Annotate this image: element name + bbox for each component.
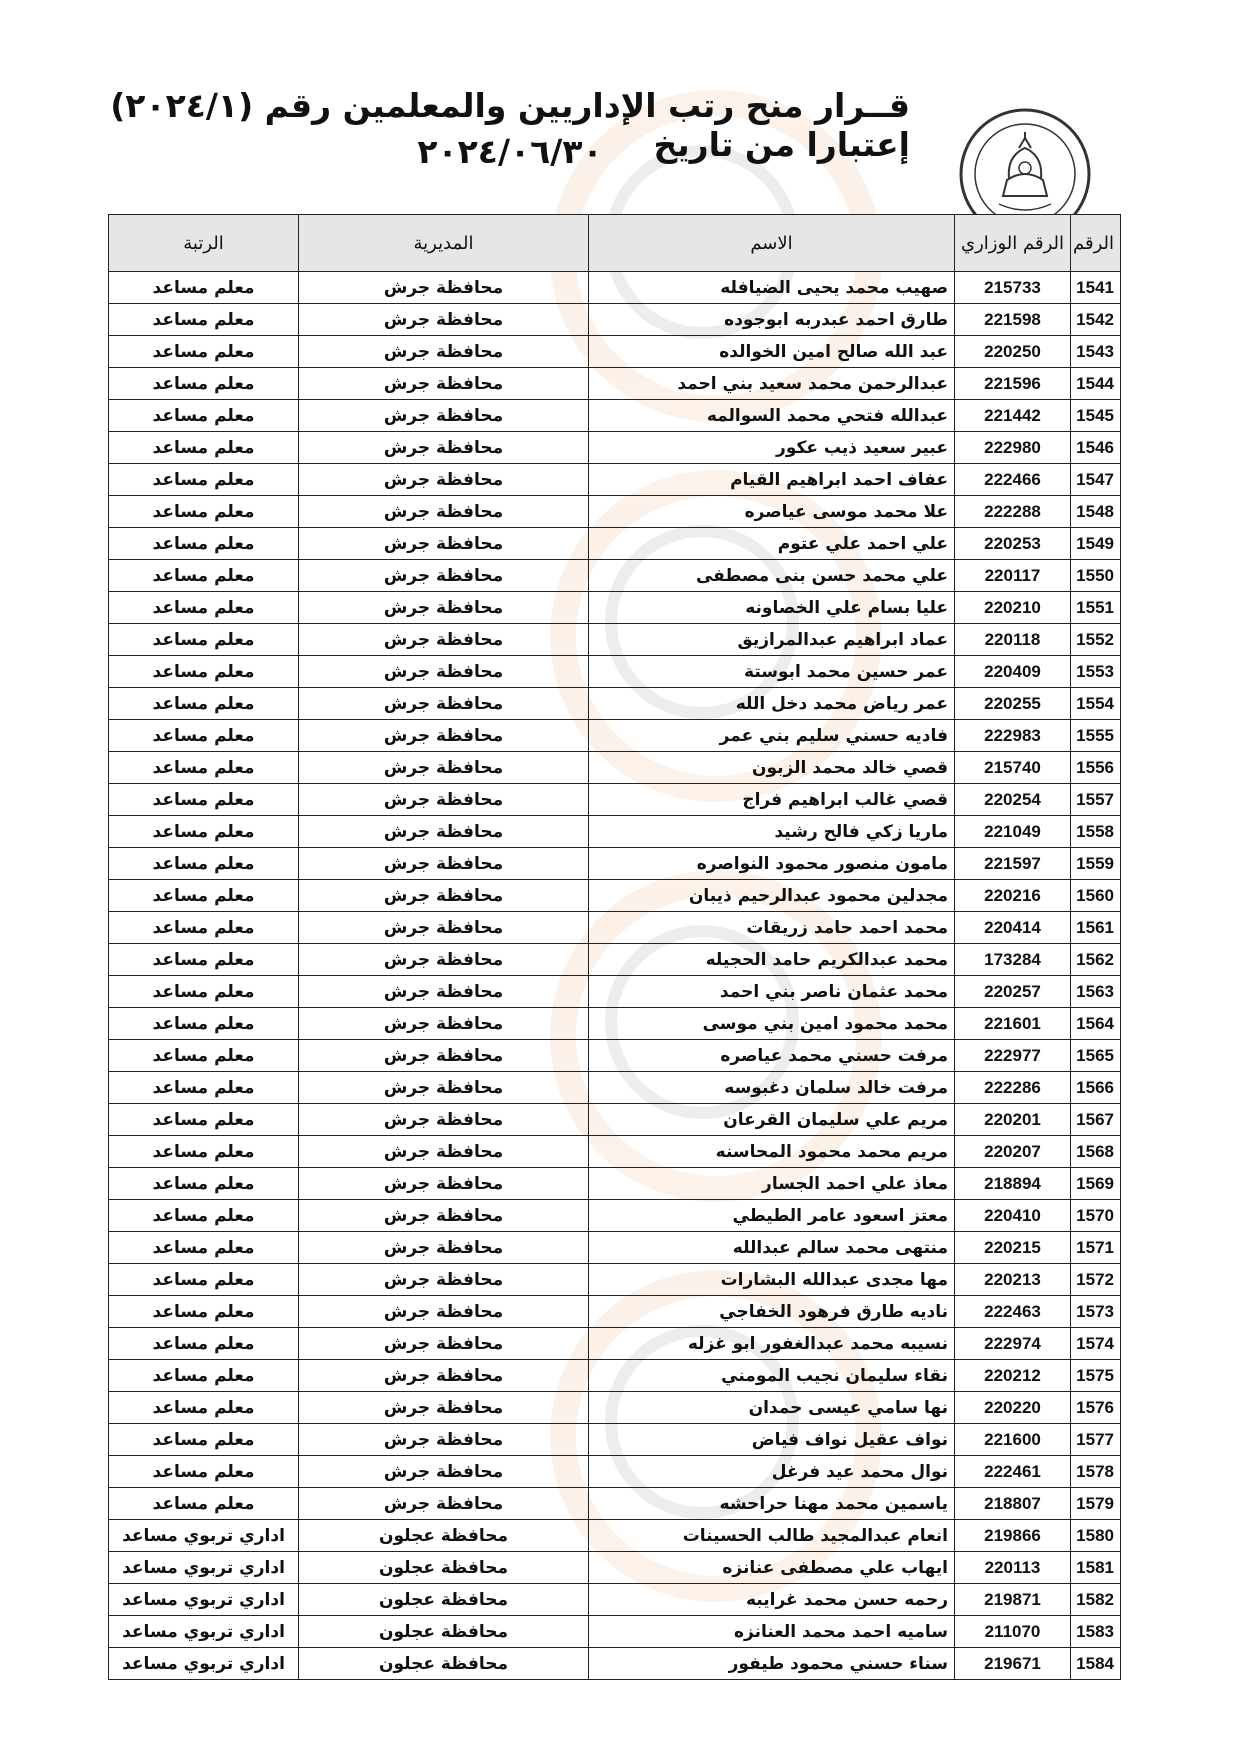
table-row bbox=[109, 1072, 1121, 1104]
ministry-id-cell: 222461 bbox=[955, 1456, 1071, 1488]
employee-name-cell: قصي خالد محمد الزبون bbox=[589, 752, 955, 784]
table-row bbox=[109, 688, 1121, 720]
table-row bbox=[109, 1296, 1121, 1328]
table-row bbox=[109, 1136, 1121, 1168]
directorate-cell: محافظة جرش bbox=[299, 720, 589, 752]
ministry-id-cell: 221596 bbox=[955, 368, 1071, 400]
directorate-cell: محافظة جرش bbox=[299, 1424, 589, 1456]
directorate-cell: محافظة جرش bbox=[299, 1136, 589, 1168]
directorate-cell: محافظة عجلون bbox=[299, 1584, 589, 1616]
rank-cell: معلم مساعد bbox=[109, 784, 299, 816]
employee-name-cell: ماريا زكي فالح رشيد bbox=[589, 816, 955, 848]
rank-cell: معلم مساعد bbox=[109, 400, 299, 432]
table-row bbox=[109, 1648, 1121, 1680]
directorate-cell: محافظة جرش bbox=[299, 656, 589, 688]
row-number-cell: 1560 bbox=[1071, 880, 1121, 912]
table-row bbox=[109, 1200, 1121, 1232]
ministry-id-cell: 215740 bbox=[955, 752, 1071, 784]
rank-cell: معلم مساعد bbox=[109, 1360, 299, 1392]
table-row bbox=[109, 1040, 1121, 1072]
rank-cell: معلم مساعد bbox=[109, 1040, 299, 1072]
directorate-cell: محافظة جرش bbox=[299, 976, 589, 1008]
employee-name-cell: مجدلين محمود عبدالرحيم ذيبان bbox=[589, 880, 955, 912]
employee-name-cell: عبدالله فتحي محمد السوالمه bbox=[589, 400, 955, 432]
table-row bbox=[109, 1520, 1121, 1552]
ministry-id-cell: 220213 bbox=[955, 1264, 1071, 1296]
rank-cell: معلم مساعد bbox=[109, 1456, 299, 1488]
employee-name-cell: معتز اسعود عامر الطيطي bbox=[589, 1200, 955, 1232]
row-number-cell: 1579 bbox=[1071, 1488, 1121, 1520]
employee-name-cell: نها سامي عيسى حمدان bbox=[589, 1392, 955, 1424]
rank-cell: معلم مساعد bbox=[109, 1200, 299, 1232]
ministry-id-cell: 173284 bbox=[955, 944, 1071, 976]
directorate-cell: محافظة جرش bbox=[299, 1072, 589, 1104]
ministry-id-cell: 220254 bbox=[955, 784, 1071, 816]
rank-cell: معلم مساعد bbox=[109, 688, 299, 720]
row-number-cell: 1548 bbox=[1071, 496, 1121, 528]
directorate-cell: محافظة جرش bbox=[299, 1328, 589, 1360]
ministry-id-cell: 221597 bbox=[955, 848, 1071, 880]
column-header-rank: الرتبة bbox=[109, 215, 299, 272]
rank-cell: معلم مساعد bbox=[109, 432, 299, 464]
ministry-id-cell: 222983 bbox=[955, 720, 1071, 752]
table-row bbox=[109, 1104, 1121, 1136]
row-number-cell: 1576 bbox=[1071, 1392, 1121, 1424]
row-number-cell: 1541 bbox=[1071, 272, 1121, 304]
rank-cell: معلم مساعد bbox=[109, 1008, 299, 1040]
row-number-cell: 1555 bbox=[1071, 720, 1121, 752]
row-number-cell: 1580 bbox=[1071, 1520, 1121, 1552]
directorate-cell: محافظة جرش bbox=[299, 272, 589, 304]
ministry-id-cell: 221600 bbox=[955, 1424, 1071, 1456]
rank-cell: معلم مساعد bbox=[109, 656, 299, 688]
table-row bbox=[109, 720, 1121, 752]
ministry-id-cell: 220410 bbox=[955, 1200, 1071, 1232]
employee-name-cell: قصي غالب ابراهيم فراج bbox=[589, 784, 955, 816]
employee-name-cell: عبدالرحمن محمد سعيد بني احمد bbox=[589, 368, 955, 400]
ministry-id-cell: 218807 bbox=[955, 1488, 1071, 1520]
table-row bbox=[109, 1488, 1121, 1520]
ministry-id-cell: 222974 bbox=[955, 1328, 1071, 1360]
row-number-cell: 1571 bbox=[1071, 1232, 1121, 1264]
rank-cell: معلم مساعد bbox=[109, 1136, 299, 1168]
ministry-id-cell: 215733 bbox=[955, 272, 1071, 304]
row-number-cell: 1562 bbox=[1071, 944, 1121, 976]
employee-name-cell: طارق احمد عبدربه ابوجوده bbox=[589, 304, 955, 336]
directorate-cell: محافظة جرش bbox=[299, 1456, 589, 1488]
rank-cell: اداري تربوي مساعد bbox=[109, 1584, 299, 1616]
employee-name-cell: مرفت حسني محمد عياصره bbox=[589, 1040, 955, 1072]
table-header-row bbox=[109, 215, 1121, 272]
table-row bbox=[109, 496, 1121, 528]
ministry-id-cell: 222286 bbox=[955, 1072, 1071, 1104]
employee-name-cell: مريم علي سليمان القرعان bbox=[589, 1104, 955, 1136]
ministry-id-cell: 220117 bbox=[955, 560, 1071, 592]
rank-cell: معلم مساعد bbox=[109, 592, 299, 624]
row-number-cell: 1553 bbox=[1071, 656, 1121, 688]
rank-cell: معلم مساعد bbox=[109, 1168, 299, 1200]
rank-cell: معلم مساعد bbox=[109, 1488, 299, 1520]
rank-cell: معلم مساعد bbox=[109, 1104, 299, 1136]
employee-name-cell: علا محمد موسى عياصره bbox=[589, 496, 955, 528]
ministry-id-cell: 220409 bbox=[955, 656, 1071, 688]
table-row bbox=[109, 1616, 1121, 1648]
row-number-cell: 1577 bbox=[1071, 1424, 1121, 1456]
row-number-cell: 1543 bbox=[1071, 336, 1121, 368]
table-row bbox=[109, 560, 1121, 592]
table-row bbox=[109, 1232, 1121, 1264]
rank-cell: اداري تربوي مساعد bbox=[109, 1616, 299, 1648]
directorate-cell: محافظة جرش bbox=[299, 688, 589, 720]
directorate-cell: محافظة جرش bbox=[299, 1360, 589, 1392]
row-number-cell: 1554 bbox=[1071, 688, 1121, 720]
rank-cell: اداري تربوي مساعد bbox=[109, 1552, 299, 1584]
decision-title: قــرار منح رتب الإداريين والمعلمين رقم (٢٠٢٤/١) إعتبارا من تاريخ bbox=[110, 86, 910, 164]
employee-name-cell: ساميه احمد محمد العنانزه bbox=[589, 1616, 955, 1648]
table-row bbox=[109, 784, 1121, 816]
table-row bbox=[109, 912, 1121, 944]
row-number-cell: 1544 bbox=[1071, 368, 1121, 400]
table-body bbox=[109, 272, 1121, 1680]
directorate-cell: محافظة جرش bbox=[299, 912, 589, 944]
directorate-cell: محافظة جرش bbox=[299, 528, 589, 560]
directorate-cell: محافظة جرش bbox=[299, 816, 589, 848]
table-row bbox=[109, 272, 1121, 304]
table-row bbox=[109, 1392, 1121, 1424]
ministry-id-cell: 220207 bbox=[955, 1136, 1071, 1168]
rank-cell: معلم مساعد bbox=[109, 912, 299, 944]
rank-cell: اداري تربوي مساعد bbox=[109, 1648, 299, 1680]
directorate-cell: محافظة جرش bbox=[299, 944, 589, 976]
employee-name-cell: عليا بسام علي الخصاونه bbox=[589, 592, 955, 624]
employee-name-cell: ناديه طارق فرهود الخفاجي bbox=[589, 1296, 955, 1328]
ministry-id-cell: 222977 bbox=[955, 1040, 1071, 1072]
employee-name-cell: محمد عثمان ناصر بني احمد bbox=[589, 976, 955, 1008]
rank-cell: معلم مساعد bbox=[109, 816, 299, 848]
rank-cell: معلم مساعد bbox=[109, 720, 299, 752]
ministry-id-cell: 221049 bbox=[955, 816, 1071, 848]
row-number-cell: 1551 bbox=[1071, 592, 1121, 624]
row-number-cell: 1565 bbox=[1071, 1040, 1121, 1072]
directorate-cell: محافظة جرش bbox=[299, 848, 589, 880]
employee-name-cell: عمر رياض محمد دخل الله bbox=[589, 688, 955, 720]
row-number-cell: 1567 bbox=[1071, 1104, 1121, 1136]
employee-name-cell: نسيبه محمد عبدالغفور ابو غزله bbox=[589, 1328, 955, 1360]
ministry-id-cell: 220215 bbox=[955, 1232, 1071, 1264]
directorate-cell: محافظة جرش bbox=[299, 1264, 589, 1296]
rank-cell: معلم مساعد bbox=[109, 1072, 299, 1104]
directorate-cell: محافظة عجلون bbox=[299, 1520, 589, 1552]
table-row bbox=[109, 432, 1121, 464]
employee-name-cell: نواف عقيل نواف فياض bbox=[589, 1424, 955, 1456]
rank-cell: معلم مساعد bbox=[109, 336, 299, 368]
rank-cell: معلم مساعد bbox=[109, 1424, 299, 1456]
employee-name-cell: نوال محمد عيد فرغل bbox=[589, 1456, 955, 1488]
table-row bbox=[109, 880, 1121, 912]
table-row bbox=[109, 1328, 1121, 1360]
column-header-directorate: المديرية bbox=[299, 215, 589, 272]
rank-cell: معلم مساعد bbox=[109, 1232, 299, 1264]
row-number-cell: 1574 bbox=[1071, 1328, 1121, 1360]
employee-name-cell: سناء حسني محمود طيفور bbox=[589, 1648, 955, 1680]
directorate-cell: محافظة جرش bbox=[299, 1232, 589, 1264]
directorate-cell: محافظة جرش bbox=[299, 752, 589, 784]
rank-cell: معلم مساعد bbox=[109, 1264, 299, 1296]
employee-name-cell: محمد احمد حامد زريقات bbox=[589, 912, 955, 944]
employee-name-cell: محمد عبدالكريم حامد الحجيله bbox=[589, 944, 955, 976]
directorate-cell: محافظة جرش bbox=[299, 1040, 589, 1072]
rank-cell: معلم مساعد bbox=[109, 304, 299, 336]
rank-cell: معلم مساعد bbox=[109, 624, 299, 656]
table-row bbox=[109, 304, 1121, 336]
row-number-cell: 1573 bbox=[1071, 1296, 1121, 1328]
employee-name-cell: نقاء سليمان نجيب المومني bbox=[589, 1360, 955, 1392]
row-number-cell: 1550 bbox=[1071, 560, 1121, 592]
ministry-id-cell: 220118 bbox=[955, 624, 1071, 656]
document-header bbox=[0, 80, 1240, 210]
employee-name-cell: ياسمين محمد مهنا حراحشه bbox=[589, 1488, 955, 1520]
table-row bbox=[109, 1360, 1121, 1392]
rank-cell: معلم مساعد bbox=[109, 1392, 299, 1424]
table-row bbox=[109, 464, 1121, 496]
rank-cell: معلم مساعد bbox=[109, 880, 299, 912]
row-number-cell: 1583 bbox=[1071, 1616, 1121, 1648]
employee-name-cell: محمد محمود امين بني موسى bbox=[589, 1008, 955, 1040]
directorate-cell: محافظة جرش bbox=[299, 1168, 589, 1200]
directorate-cell: محافظة جرش bbox=[299, 784, 589, 816]
rank-cell: معلم مساعد bbox=[109, 368, 299, 400]
employee-name-cell: مريم محمد محمود المحاسنه bbox=[589, 1136, 955, 1168]
directorate-cell: محافظة جرش bbox=[299, 1488, 589, 1520]
ministry-id-cell: 220253 bbox=[955, 528, 1071, 560]
row-number-cell: 1569 bbox=[1071, 1168, 1121, 1200]
directorate-cell: محافظة عجلون bbox=[299, 1552, 589, 1584]
row-number-cell: 1570 bbox=[1071, 1200, 1121, 1232]
ministry-id-cell: 220216 bbox=[955, 880, 1071, 912]
row-number-cell: 1556 bbox=[1071, 752, 1121, 784]
ministry-id-cell: 222466 bbox=[955, 464, 1071, 496]
row-number-cell: 1558 bbox=[1071, 816, 1121, 848]
rank-cell: معلم مساعد bbox=[109, 976, 299, 1008]
table-row bbox=[109, 1008, 1121, 1040]
row-number-cell: 1547 bbox=[1071, 464, 1121, 496]
employee-name-cell: عبير سعيد ذيب عكور bbox=[589, 432, 955, 464]
employee-name-cell: مامون منصور محمود النواصره bbox=[589, 848, 955, 880]
row-number-cell: 1549 bbox=[1071, 528, 1121, 560]
row-number-cell: 1568 bbox=[1071, 1136, 1121, 1168]
ministry-id-cell: 220212 bbox=[955, 1360, 1071, 1392]
table-row bbox=[109, 656, 1121, 688]
directorate-cell: محافظة جرش bbox=[299, 1008, 589, 1040]
ministry-id-cell: 218894 bbox=[955, 1168, 1071, 1200]
directorate-cell: محافظة جرش bbox=[299, 560, 589, 592]
employee-name-cell: عماد ابراهيم عبدالمرازيق bbox=[589, 624, 955, 656]
directorate-cell: محافظة جرش bbox=[299, 1200, 589, 1232]
ministry-id-cell: 219871 bbox=[955, 1584, 1071, 1616]
employee-name-cell: عبد الله صالح امين الخوالده bbox=[589, 336, 955, 368]
ministry-id-cell: 220201 bbox=[955, 1104, 1071, 1136]
row-number-cell: 1566 bbox=[1071, 1072, 1121, 1104]
row-number-cell: 1546 bbox=[1071, 432, 1121, 464]
row-number-cell: 1561 bbox=[1071, 912, 1121, 944]
rank-cell: معلم مساعد bbox=[109, 1328, 299, 1360]
table-row bbox=[109, 1424, 1121, 1456]
rank-cell: معلم مساعد bbox=[109, 752, 299, 784]
employee-name-cell: علي محمد حسن بنى مصطفى bbox=[589, 560, 955, 592]
ministry-id-cell: 222980 bbox=[955, 432, 1071, 464]
ministry-id-cell: 219671 bbox=[955, 1648, 1071, 1680]
employee-name-cell: رحمه حسن محمد غرايبه bbox=[589, 1584, 955, 1616]
row-number-cell: 1584 bbox=[1071, 1648, 1121, 1680]
ranks-table bbox=[108, 214, 1121, 1680]
row-number-cell: 1572 bbox=[1071, 1264, 1121, 1296]
directorate-cell: محافظة عجلون bbox=[299, 1648, 589, 1680]
employee-name-cell: معاذ علي احمد الجسار bbox=[589, 1168, 955, 1200]
employee-name-cell: انعام عبدالمجيد طالب الحسينات bbox=[589, 1520, 955, 1552]
ministry-id-cell: 221601 bbox=[955, 1008, 1071, 1040]
table-row bbox=[109, 1456, 1121, 1488]
effective-date: ٢٠٢٤/٠٦/٣٠ bbox=[417, 132, 603, 171]
table-row bbox=[109, 400, 1121, 432]
employee-name-cell: علي احمد علي عتوم bbox=[589, 528, 955, 560]
table-row bbox=[109, 976, 1121, 1008]
row-number-cell: 1557 bbox=[1071, 784, 1121, 816]
row-number-cell: 1545 bbox=[1071, 400, 1121, 432]
table-row bbox=[109, 592, 1121, 624]
directorate-cell: محافظة جرش bbox=[299, 368, 589, 400]
table-row bbox=[109, 368, 1121, 400]
column-header-ministry-id: الرقم الوزاري bbox=[955, 215, 1071, 272]
employee-name-cell: منتهى محمد سالم عبدالله bbox=[589, 1232, 955, 1264]
ministry-id-cell: 219866 bbox=[955, 1520, 1071, 1552]
directorate-cell: محافظة جرش bbox=[299, 880, 589, 912]
employee-name-cell: عفاف احمد ابراهيم القيام bbox=[589, 464, 955, 496]
rank-cell: معلم مساعد bbox=[109, 848, 299, 880]
row-number-cell: 1542 bbox=[1071, 304, 1121, 336]
ministry-id-cell: 220250 bbox=[955, 336, 1071, 368]
directorate-cell: محافظة جرش bbox=[299, 496, 589, 528]
table-row bbox=[109, 1584, 1121, 1616]
table-row bbox=[109, 1168, 1121, 1200]
rank-cell: معلم مساعد bbox=[109, 560, 299, 592]
row-number-cell: 1578 bbox=[1071, 1456, 1121, 1488]
directorate-cell: محافظة جرش bbox=[299, 1296, 589, 1328]
employee-name-cell: ايهاب علي مصطفى عنانزه bbox=[589, 1552, 955, 1584]
rank-cell: معلم مساعد bbox=[109, 464, 299, 496]
table-row bbox=[109, 752, 1121, 784]
employee-name-cell: صهيب محمد يحيى الضيافله bbox=[589, 272, 955, 304]
directorate-cell: محافظة جرش bbox=[299, 464, 589, 496]
directorate-cell: محافظة جرش bbox=[299, 432, 589, 464]
ministry-id-cell: 220255 bbox=[955, 688, 1071, 720]
row-number-cell: 1564 bbox=[1071, 1008, 1121, 1040]
row-number-cell: 1582 bbox=[1071, 1584, 1121, 1616]
directorate-cell: محافظة جرش bbox=[299, 304, 589, 336]
table-row bbox=[109, 336, 1121, 368]
ministry-id-cell: 220210 bbox=[955, 592, 1071, 624]
directorate-cell: محافظة جرش bbox=[299, 1104, 589, 1136]
rank-cell: معلم مساعد bbox=[109, 528, 299, 560]
directorate-cell: محافظة جرش bbox=[299, 400, 589, 432]
employee-name-cell: عمر حسين محمد ابوستة bbox=[589, 656, 955, 688]
rank-cell: معلم مساعد bbox=[109, 496, 299, 528]
column-header-name: الاسم bbox=[589, 215, 955, 272]
directorate-cell: محافظة جرش bbox=[299, 624, 589, 656]
row-number-cell: 1575 bbox=[1071, 1360, 1121, 1392]
ministry-id-cell: 211070 bbox=[955, 1616, 1071, 1648]
ministry-id-cell: 220257 bbox=[955, 976, 1071, 1008]
table-row bbox=[109, 1552, 1121, 1584]
ministry-id-cell: 221598 bbox=[955, 304, 1071, 336]
ministry-id-cell: 220113 bbox=[955, 1552, 1071, 1584]
table-row bbox=[109, 528, 1121, 560]
directorate-cell: محافظة عجلون bbox=[299, 1616, 589, 1648]
employee-name-cell: فاديه حسني سليم بني عمر bbox=[589, 720, 955, 752]
rank-cell: اداري تربوي مساعد bbox=[109, 1520, 299, 1552]
row-number-cell: 1563 bbox=[1071, 976, 1121, 1008]
rank-cell: معلم مساعد bbox=[109, 1296, 299, 1328]
ministry-id-cell: 222463 bbox=[955, 1296, 1071, 1328]
column-header-number: الرقم bbox=[1071, 215, 1121, 272]
directorate-cell: محافظة جرش bbox=[299, 336, 589, 368]
directorate-cell: محافظة جرش bbox=[299, 1392, 589, 1424]
row-number-cell: 1581 bbox=[1071, 1552, 1121, 1584]
ministry-id-cell: 220220 bbox=[955, 1392, 1071, 1424]
employee-name-cell: مرفت خالد سلمان دغبوسه bbox=[589, 1072, 955, 1104]
employee-name-cell: مها مجدى عبدالله البشارات bbox=[589, 1264, 955, 1296]
table-row bbox=[109, 624, 1121, 656]
directorate-cell: محافظة جرش bbox=[299, 592, 589, 624]
ministry-id-cell: 221442 bbox=[955, 400, 1071, 432]
table-row bbox=[109, 848, 1121, 880]
row-number-cell: 1559 bbox=[1071, 848, 1121, 880]
row-number-cell: 1552 bbox=[1071, 624, 1121, 656]
rank-cell: معلم مساعد bbox=[109, 272, 299, 304]
table-row bbox=[109, 944, 1121, 976]
ministry-id-cell: 222288 bbox=[955, 496, 1071, 528]
ministry-id-cell: 220414 bbox=[955, 912, 1071, 944]
table-row bbox=[109, 816, 1121, 848]
table-row bbox=[109, 1264, 1121, 1296]
rank-cell: معلم مساعد bbox=[109, 944, 299, 976]
